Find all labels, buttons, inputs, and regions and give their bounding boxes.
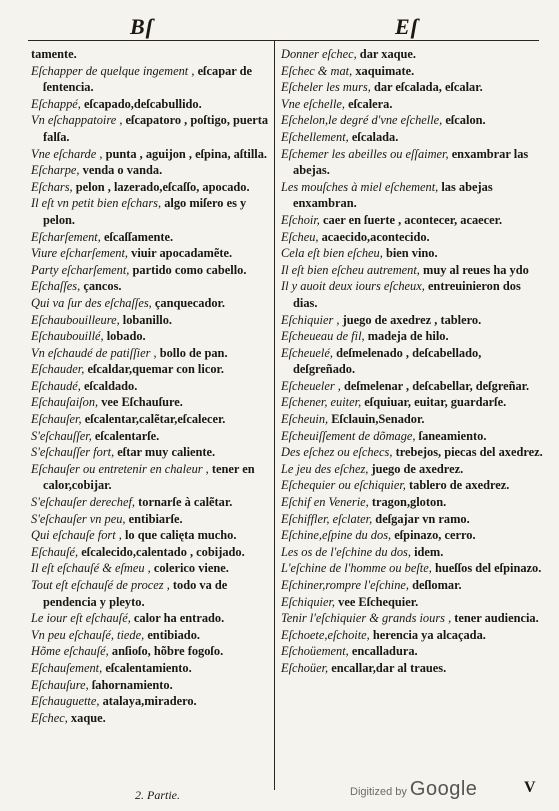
dictionary-entry [31, 345, 276, 362]
dictionary-entry [281, 444, 543, 461]
entry-definition: entibiado. [147, 627, 200, 642]
entry-headword: Eſchapper de quelque ingement , [31, 63, 195, 78]
dictionary-entry [281, 411, 543, 428]
entry-headword: Eſchemer les abeilles ou eſſaimer, [281, 146, 449, 161]
entry-definition: todo va de pendencia y pleyto. [43, 578, 228, 609]
entry-definition: encallar,dar al traues. [331, 660, 447, 675]
entry-headword: Le jeu des eſchez, [281, 461, 369, 476]
entry-definition: trebejos, piecas del axedrez. [395, 445, 543, 460]
left-column [31, 46, 276, 726]
entry-definition: Eſclauin,Senador. [331, 412, 425, 427]
entry-definition: entibiarſe. [128, 511, 183, 526]
entry-headword: Eſchiquier, [281, 594, 336, 609]
dictionary-entry [281, 461, 543, 478]
entry-headword: Vne eſchelle, [281, 96, 345, 111]
digitized-by-google [350, 778, 477, 801]
entry-headword: S'eſchauſer derechef, [31, 495, 136, 510]
entry-definition: eſcapado,deſcabullido. [84, 96, 202, 111]
entry-headword: Eſchauſer, [31, 412, 82, 427]
entry-definition: ſaneamiento. [418, 428, 487, 443]
entry-definition: pelon , lazerado,eſcaſſo, apocado. [75, 179, 250, 194]
digitized-text: Digitized by [350, 786, 407, 798]
entry-headword: Qui va ſur des eſchaſſes, [31, 295, 152, 310]
dictionary-entry [281, 394, 543, 411]
entry-definition: herencia ya alcaçada. [372, 627, 486, 642]
dictionary-entry [31, 544, 276, 561]
entry-headword: Eſchener, euiter, [281, 395, 362, 410]
dictionary-entry [281, 79, 543, 96]
dictionary-entry [31, 63, 276, 96]
google-logo: Google [409, 778, 478, 800]
entry-headword: L'eſchine de l'homme ou beſte, [281, 561, 432, 576]
entry-headword: Party eſcharſement, [31, 262, 130, 277]
entry-headword: Eſchoir, [281, 212, 320, 227]
entry-headword: Eſchoete,eſchoite, [281, 627, 370, 642]
dictionary-entry [31, 96, 276, 113]
dictionary-entry [281, 96, 543, 113]
entry-definition: eſcalada. [351, 129, 399, 144]
dictionary-entry [281, 577, 543, 594]
entry-definition: anſioſo, hõbre fogoſo. [111, 644, 224, 659]
entry-headword: Eſchaudé, [31, 378, 81, 393]
entry-definition: hueſſos del eſpinazo. [434, 561, 542, 576]
entry-definition: lo que calięta mucho. [124, 528, 237, 543]
dictionary-entry [31, 461, 276, 494]
entry-headword: Vne eſcharde , [31, 146, 103, 161]
entry-definition: deſgajar vn ramo. [375, 511, 470, 526]
entry-definition: las abejas enxambran. [293, 179, 493, 211]
entry-definition: partido como cabello. [132, 262, 247, 277]
entry-headword: Qui eſchauſe fort , [31, 528, 122, 543]
entry-headword: Eſchiquier , [281, 312, 340, 327]
dictionary-entry [281, 146, 543, 179]
dictionary-entry [31, 643, 276, 660]
entry-definition: eſcapatoro , poſtigo, puerta falſa. [43, 113, 269, 144]
dictionary-entry [281, 660, 543, 677]
entry-headword: Eſcharſement, [31, 229, 101, 244]
dictionary-entry [281, 129, 543, 146]
entry-headword: Eſchellement, [281, 129, 349, 144]
entry-definition: vee Eſchauſure. [101, 395, 183, 410]
entry-definition: venda o vanda. [82, 163, 163, 178]
entry-definition: çanquecador. [154, 295, 226, 310]
entry-definition: eſpinazo, cerro. [394, 528, 476, 543]
dictionary-entry [31, 693, 276, 710]
dictionary-entry [31, 312, 276, 329]
dictionary-entry [31, 146, 276, 163]
entry-definition: eſcalera. [348, 96, 393, 111]
entry-headword: Eſchauſé, [31, 544, 79, 559]
entry-definition: eſtar muy caliente. [117, 445, 216, 460]
entry-headword: Eſchauſure, [31, 677, 89, 692]
entry-headword: Eſchiner,rompre l'eſchine, [281, 578, 410, 592]
dictionary-entry [281, 278, 543, 311]
dictionary-entry [281, 594, 543, 611]
dictionary-entry [31, 361, 276, 378]
entry-headword: Eſchauguette, [31, 694, 100, 709]
dictionary-entry [281, 610, 543, 627]
entry-headword: Eſchauſaiſon, [31, 395, 99, 410]
entry-definition: eſcalecido,calentado , cobijado. [81, 544, 245, 559]
entry-definition: atalaya,miradero. [102, 694, 197, 709]
dictionary-entry [31, 262, 276, 279]
entry-definition: deſlomar. [412, 578, 462, 592]
dictionary-entry [281, 378, 543, 395]
dictionary-entry [31, 245, 276, 262]
entry-definition: caer en ſuerte , acontecer, acaecer. [323, 212, 503, 227]
dictionary-entry [31, 577, 276, 610]
dictionary-entry [281, 179, 543, 212]
entry-headword: Eſchine,eſpine du dos, [281, 528, 392, 543]
entry-definition: xaque. [70, 710, 106, 725]
entry-headword: Eſcheuelé, [281, 345, 333, 360]
entry-definition: lobanillo. [122, 312, 173, 327]
dictionary-entry [281, 544, 543, 561]
right-column [281, 46, 543, 677]
dictionary-entry [281, 494, 543, 511]
running-head-left: Bſ [130, 14, 154, 39]
entry-definition: tablero de axedrez. [409, 478, 510, 493]
entry-headword: Cela eſt bien eſcheu, [281, 246, 383, 261]
dictionary-entry [281, 312, 543, 329]
entry-definition: enxambrar las abejas. [293, 146, 529, 178]
entry-headword: Eſchoüer, [281, 660, 329, 675]
dictionary-entry [31, 710, 276, 727]
entry-definition: bollo de pan. [159, 345, 228, 360]
dictionary-entry [281, 627, 543, 644]
entry-headword: Eſcharpe, [31, 163, 80, 178]
entry-headword: Il eſt bien eſcheu autrement, [281, 262, 420, 277]
dictionary-entry [281, 46, 543, 63]
entry-definition: lobado. [106, 329, 146, 344]
entry-definition: bien vino. [385, 246, 438, 261]
entry-headword: Donner eſchec, [281, 47, 357, 61]
dictionary-entry [31, 378, 276, 395]
dictionary-entry [31, 162, 276, 179]
entry-definition: dar xaque. [359, 47, 417, 61]
entry-definition: eſquiuar, euitar, guardarſe. [364, 395, 507, 410]
dictionary-entry [281, 511, 543, 528]
dictionary-entry [31, 660, 276, 677]
dictionary-entry [31, 295, 276, 312]
header-rule [28, 40, 539, 41]
entry-headword: Eſchec & mat, [281, 63, 353, 78]
dictionary-entry [281, 229, 543, 246]
dictionary-entry [31, 511, 276, 528]
dictionary-entry [31, 627, 276, 644]
entry-headword: Des eſchez ou eſchecs, [281, 445, 393, 460]
dictionary-entry [281, 245, 543, 262]
entry-definition: colerico viene. [153, 561, 229, 576]
entry-headword: Eſchec, [31, 710, 68, 725]
entry-headword: Viure eſcharſement, [31, 246, 129, 261]
entry-definition: eſcalentar,calẽtar,eſcalecer. [84, 412, 226, 427]
entry-definition: viuir apocadamẽte. [131, 246, 233, 261]
entry-headword: Tenir l'eſchiquier & grands iours , [281, 611, 452, 626]
entry-definition: juego de axedrez. [371, 461, 464, 476]
dictionary-entry [281, 212, 543, 229]
entry-definition: tornarſe à calẽtar. [138, 495, 233, 510]
entry-headword: Tout eſt eſchauſé de procez , [31, 578, 170, 592]
entry-headword: Eſcheueler , [281, 378, 341, 393]
entry-definition: eſcaldado. [84, 378, 138, 393]
entry-definition: calor ha entrado. [133, 611, 225, 626]
dictionary-entry [281, 428, 543, 445]
entry-headword: Eſcheuin, [281, 412, 329, 427]
entry-definition: juego de axedrez , tablero. [342, 312, 482, 327]
dictionary-entry [31, 444, 276, 461]
dictionary-entry [31, 46, 276, 63]
entry-definition: deſmelenado , deſcabellado, deſgreñado. [293, 345, 482, 377]
entry-definition: eſcaſſamente. [103, 229, 174, 244]
dictionary-entry [31, 195, 276, 228]
dictionary-entry [281, 262, 543, 279]
dictionary-entry [281, 63, 543, 80]
entry-definition: eſcalon. [445, 113, 486, 128]
dictionary-entry [31, 494, 276, 511]
dictionary-entry [281, 643, 543, 660]
entry-headword: S'eſchauſer vn peu, [31, 511, 126, 526]
signature-mark: 2. Partie. [135, 788, 180, 802]
entry-headword: Il y auoit deux iours eſcheux, [281, 279, 425, 294]
entry-definition: acaecido,acontecido. [321, 229, 430, 244]
entry-definition: eſcapar de ſentencia. [43, 63, 253, 95]
entry-headword: Les os de l'eſchine du dos, [281, 544, 411, 559]
dictionary-entry [31, 278, 276, 295]
entry-headword: Hõme eſchauſé, [31, 644, 109, 659]
entry-headword: Eſchaſſes, [31, 279, 81, 294]
dictionary-entry [281, 560, 543, 577]
entry-definition: entreuinieron dos dias. [293, 279, 521, 310]
entry-headword: Eſchiffler, eſclater, [281, 511, 373, 526]
entry-definition: deſmelenar , deſcabellar, deſgreñar. [343, 378, 530, 393]
entry-headword: Eſchelon,le degré d'vne eſchelle, [281, 113, 443, 128]
entry-headword: S'eſchauſſer fort, [31, 445, 115, 460]
entry-headword: Eſcheuiſſement de dõmage, [281, 428, 416, 443]
entry-headword: Vn eſchaudé de patiſſier , [31, 345, 157, 360]
dictionary-entry [281, 328, 543, 345]
running-head-right: Eſ [395, 14, 419, 39]
dictionary-entry [31, 394, 276, 411]
entry-headword: Eſchequier ou eſchiquier, [281, 478, 406, 493]
entry-headword: Il eſt vn petit bien eſchars, [31, 196, 162, 211]
dictionary-entry [281, 527, 543, 544]
entry-definition: tener en calor,cobijar. [43, 461, 255, 493]
entry-headword: Eſchoüement, [281, 644, 349, 659]
dictionary-entry [281, 345, 543, 378]
catchword: V [524, 779, 536, 796]
dictionary-entry [31, 677, 276, 694]
dictionary-entry [31, 610, 276, 627]
entry-definition: ſahornamiento. [91, 677, 173, 692]
entry-definition: eſcalentamiento. [105, 660, 192, 675]
entry-definition: eſcalentarſe. [94, 428, 160, 443]
entry-definition: algo miſero es y pelon. [43, 196, 247, 227]
entry-headword: Eſchauſer ou entretenir en chaleur , [31, 461, 209, 476]
entry-definition: madeja de hilo. [367, 329, 449, 344]
entry-headword: Eſcheueau de fil, [281, 329, 365, 344]
dictionary-entry [31, 328, 276, 345]
entry-headword: Les mouſches à miel eſchement, [281, 179, 439, 194]
entry-headword: Eſchauſement, [31, 660, 103, 675]
dictionary-entry [31, 411, 276, 428]
dictionary-entry [31, 428, 276, 445]
dictionary-entry [281, 477, 543, 494]
dictionary-entry [281, 112, 543, 129]
entry-headword: Il eſt eſchauſé & eſmeu , [31, 561, 151, 576]
entry-headword: Eſchif en Venerie, [281, 495, 369, 510]
entry-headword: Eſchaubouilleure, [31, 312, 120, 327]
entry-definition: punta , aguijon , eſpina, aſtilla. [105, 146, 268, 161]
entry-definition: vee Eſchequier. [338, 594, 419, 609]
entry-definition: eſcaldar,quemar con licor. [87, 362, 224, 377]
dictionary-entry [31, 527, 276, 544]
dictionary-entry [31, 229, 276, 246]
entry-headword: Eſcheu, [281, 229, 319, 244]
dictionary-entry [31, 560, 276, 577]
entry-headword: Le iour eſt eſchauſé, [31, 611, 131, 626]
dictionary-entry [31, 179, 276, 196]
entry-headword: Eſchaubouillé, [31, 329, 104, 344]
entry-headword: Eſchars, [31, 179, 73, 194]
entry-headword: Vn eſchappatoire , [31, 113, 123, 128]
entry-headword: Vn peu eſchauſé, tiede, [31, 627, 145, 642]
entry-headword: S'eſchauſſer, [31, 428, 92, 443]
entry-headword: Eſchauder, [31, 362, 85, 377]
entry-definition: tener audiencia. [454, 611, 539, 626]
entry-definition: tamente. [31, 47, 77, 61]
entry-definition: encalladura. [351, 644, 418, 659]
entry-headword: Eſcheler les murs, [281, 80, 371, 95]
entry-definition: dar eſcalada, eſcalar. [373, 80, 483, 95]
entry-definition: çancos. [83, 279, 122, 294]
entry-definition: xaquimate. [355, 63, 415, 78]
dictionary-entry [31, 112, 276, 145]
entry-definition: muy al reues ha ydo [423, 262, 529, 277]
entry-definition: tragon,gloton. [371, 495, 447, 510]
entry-headword: Eſchappé, [31, 96, 81, 111]
entry-definition: idem. [414, 544, 444, 559]
